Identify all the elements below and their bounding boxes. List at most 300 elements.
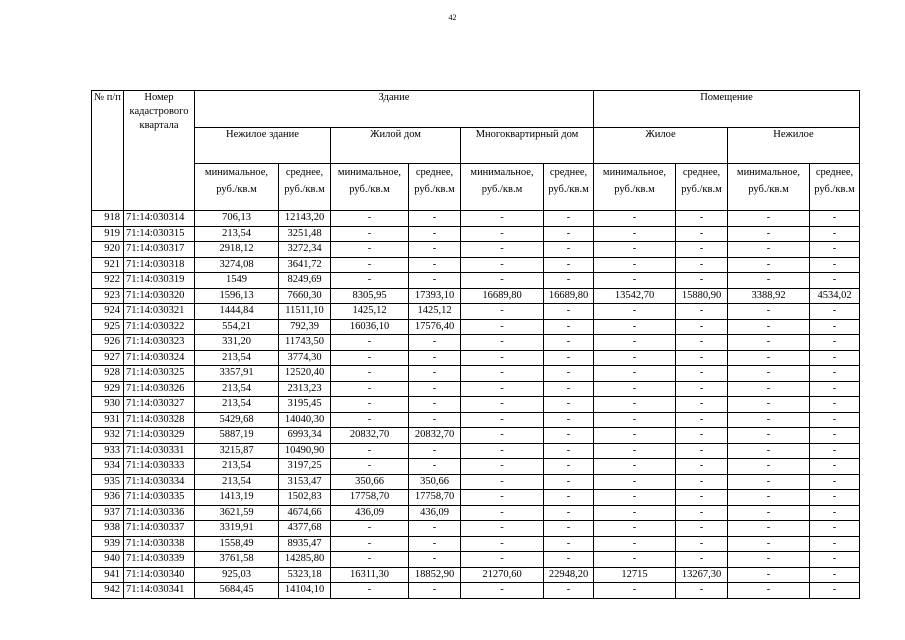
table-cell: 16689,80 [461,288,544,304]
table-cell: - [810,273,860,289]
table-cell: - [676,273,728,289]
table-cell: 7660,30 [279,288,331,304]
table-row [92,412,860,428]
table-cell: - [544,583,594,599]
header-apartment-building: Многоквартирный дом [461,128,594,164]
table-cell: - [594,412,676,428]
row-number: 942 [92,583,124,599]
table-cell: - [331,273,409,289]
table-cell: - [409,381,461,397]
table-cell: 3153,47 [279,474,331,490]
table-cell: 1502,83 [279,490,331,506]
row-number: 918 [92,211,124,227]
table-cell: - [594,505,676,521]
table-cell: 213,54 [195,397,279,413]
cadastral-number: 71:14:030334 [124,474,195,490]
table-cell: - [810,257,860,273]
table-cell: 3274,08 [195,257,279,273]
table-cell: 792,39 [279,319,331,335]
table-cell: - [409,521,461,537]
table-cell: - [544,335,594,351]
row-number: 928 [92,366,124,382]
table-cell: - [810,490,860,506]
table-cell: - [594,474,676,490]
table-cell: - [810,242,860,258]
header-avg: среднее, руб./кв.м [409,164,461,211]
table-cell: - [331,335,409,351]
table-cell: - [461,474,544,490]
header-nonresidential: Нежилое [728,128,860,164]
table-cell: 1425,12 [409,304,461,320]
table-row [92,552,860,568]
row-number: 921 [92,257,124,273]
table-cell: - [594,257,676,273]
table-cell: 17576,40 [409,319,461,335]
table-row [92,211,860,227]
table-row [92,583,860,599]
table-cell: - [728,505,810,521]
header-premises: Помещение [594,91,860,128]
table-cell: 925,03 [195,567,279,583]
table-cell: - [728,226,810,242]
table-row [92,319,860,335]
table-cell: 14285,80 [279,552,331,568]
row-number: 919 [92,226,124,242]
table-cell: - [810,412,860,428]
table-cell: - [544,505,594,521]
table-cell: - [728,428,810,444]
table-cell: - [594,211,676,227]
table-cell: - [728,397,810,413]
table-cell: - [544,397,594,413]
table-cell: - [676,490,728,506]
table-row [92,304,860,320]
cadastral-number: 71:14:030327 [124,397,195,413]
table-cell: - [594,366,676,382]
table-cell: - [728,567,810,583]
table-cell: 706,13 [195,211,279,227]
table-cell: - [331,226,409,242]
table-cell: - [461,257,544,273]
table-cell: - [676,459,728,475]
table-row [92,350,860,366]
table-cell: - [728,583,810,599]
table-cell: - [544,490,594,506]
header-min: минимальное, руб./кв.м [461,164,544,211]
table-cell: - [331,350,409,366]
table-row [92,521,860,537]
cadastral-number: 71:14:030333 [124,459,195,475]
table-cell: - [544,257,594,273]
table-cell: - [728,319,810,335]
table-cell: 6993,34 [279,428,331,444]
table-cell: 8935,47 [279,536,331,552]
table-cell: - [544,521,594,537]
cadastral-number: 71:14:030338 [124,536,195,552]
cadastral-number: 71:14:030341 [124,583,195,599]
table-cell: 1596,13 [195,288,279,304]
table-cell: - [810,350,860,366]
table-cell: - [461,583,544,599]
row-number: 938 [92,521,124,537]
table-cell: - [594,226,676,242]
table-row [92,459,860,475]
cadastral-number: 71:14:030329 [124,428,195,444]
table-cell: - [728,443,810,459]
cadastral-number: 71:14:030328 [124,412,195,428]
table-cell: - [810,226,860,242]
table-cell: - [461,335,544,351]
table-cell: 1549 [195,273,279,289]
table-cell: - [461,412,544,428]
table-cell: - [544,459,594,475]
table-cell: - [461,505,544,521]
row-number: 934 [92,459,124,475]
table-cell: - [676,319,728,335]
table-cell: - [594,381,676,397]
table-cell: - [461,211,544,227]
table-cell: 15880,90 [676,288,728,304]
table-cell: - [409,412,461,428]
header-cadastral-quarter: Номер кадастрового квартала [124,91,195,211]
table-cell: - [544,412,594,428]
cadastral-number: 71:14:030336 [124,505,195,521]
table-cell: - [728,242,810,258]
table-cell: - [461,319,544,335]
table-cell: - [331,583,409,599]
table-cell: - [810,335,860,351]
table-cell: - [461,242,544,258]
table-cell: 3197,25 [279,459,331,475]
table-cell: 5429,68 [195,412,279,428]
table-cell: 12520,40 [279,366,331,382]
table-cell: 12715 [594,567,676,583]
table-cell: - [544,304,594,320]
table-cell: - [676,412,728,428]
table-row [92,366,860,382]
table-cell: 10490,90 [279,443,331,459]
header-building: Здание [195,91,594,128]
table-cell: 13267,30 [676,567,728,583]
table-cell: - [461,273,544,289]
table-cell: 213,54 [195,226,279,242]
table-row [92,381,860,397]
table-cell: - [676,304,728,320]
table-cell: - [331,412,409,428]
table-cell: 21270,60 [461,567,544,583]
cadastral-number: 71:14:030337 [124,521,195,537]
table-cell: 17393,10 [409,288,461,304]
cadastral-number: 71:14:030318 [124,257,195,273]
header-min: минимальное, руб./кв.м [331,164,409,211]
table-cell: - [544,242,594,258]
table-cell: - [331,536,409,552]
table-cell: - [544,536,594,552]
table-cell: - [676,226,728,242]
table-cell: - [728,350,810,366]
row-number: 941 [92,567,124,583]
table-cell: 1425,12 [331,304,409,320]
table-cell: - [728,273,810,289]
table-cell: - [461,350,544,366]
table-cell: 3774,30 [279,350,331,366]
table-cell: - [810,319,860,335]
cadastral-number: 71:14:030326 [124,381,195,397]
table-cell: 436,09 [409,505,461,521]
row-number: 936 [92,490,124,506]
header-avg: среднее, руб./кв.м [676,164,728,211]
header-min: минимальное, руб./кв.м [728,164,810,211]
row-number: 933 [92,443,124,459]
table-cell: - [728,257,810,273]
table-cell: 16036,10 [331,319,409,335]
row-number: 920 [92,242,124,258]
table-cell: - [594,335,676,351]
table-cell: - [461,428,544,444]
table-cell: - [810,211,860,227]
table-cell: - [409,273,461,289]
table-cell: - [409,443,461,459]
table-cell: - [728,412,810,428]
cadastral-number: 71:14:030325 [124,366,195,382]
table-cell: 213,54 [195,381,279,397]
table-cell: - [728,490,810,506]
row-number: 939 [92,536,124,552]
table-cell: - [461,459,544,475]
table-cell: - [409,226,461,242]
table-cell: - [544,226,594,242]
table-row [92,273,860,289]
table-cell: - [594,490,676,506]
table-cell: - [461,381,544,397]
table-row [92,567,860,583]
cadastral-number: 71:14:030320 [124,288,195,304]
table-cell: 17758,70 [409,490,461,506]
table-row [92,288,860,304]
table-cell: - [594,304,676,320]
table-cell: - [810,428,860,444]
table-cell: - [728,536,810,552]
table-cell: - [594,536,676,552]
table-row [92,257,860,273]
table-cell: 2918,12 [195,242,279,258]
table-cell: 554,21 [195,319,279,335]
row-number: 924 [92,304,124,320]
cadastral-number: 71:14:030315 [124,226,195,242]
table-cell: 3388,92 [728,288,810,304]
table-cell: - [810,366,860,382]
table-cell: 1413,19 [195,490,279,506]
table-cell: 213,54 [195,350,279,366]
table-cell: - [409,459,461,475]
table-cell: 17758,70 [331,490,409,506]
table-cell: - [594,397,676,413]
table-cell: - [594,521,676,537]
table-cell: 13542,70 [594,288,676,304]
table-cell: - [544,552,594,568]
row-number: 927 [92,350,124,366]
table-row [92,505,860,521]
table-row [92,428,860,444]
table-cell: 213,54 [195,459,279,475]
table-cell: - [728,335,810,351]
table-row [92,443,860,459]
table-cell: - [544,443,594,459]
table-cell: 16689,80 [544,288,594,304]
table-cell: - [409,242,461,258]
table-cell: 1444,84 [195,304,279,320]
cadastral-number: 71:14:030319 [124,273,195,289]
table-cell: - [676,536,728,552]
table-cell: - [331,381,409,397]
header-residential: Жилое [594,128,728,164]
table-cell: 3357,91 [195,366,279,382]
table-cell: 2313,23 [279,381,331,397]
row-number: 929 [92,381,124,397]
table-cell: - [728,211,810,227]
table-cell: - [810,443,860,459]
table-cell: - [331,521,409,537]
cadastral-number: 71:14:030317 [124,242,195,258]
table-cell: - [676,443,728,459]
row-number: 940 [92,552,124,568]
cadastral-number: 71:14:030339 [124,552,195,568]
table-cell: 350,66 [331,474,409,490]
row-number: 932 [92,428,124,444]
table-cell: 8249,69 [279,273,331,289]
table-row [92,226,860,242]
table-cell: 11743,50 [279,335,331,351]
table-cell: - [728,304,810,320]
table-cell: - [409,397,461,413]
page-number: 42 [448,13,457,22]
table-cell: - [594,443,676,459]
table-cell: - [409,257,461,273]
table-cell: - [676,366,728,382]
table-cell: - [409,350,461,366]
table-cell: - [676,381,728,397]
table-cell: - [676,428,728,444]
table-cell: - [810,474,860,490]
table-cell: - [810,567,860,583]
table-cell: 11511,10 [279,304,331,320]
table-cell: - [409,335,461,351]
table-cell: - [676,583,728,599]
table-cell: - [461,521,544,537]
table-cell: - [331,211,409,227]
table-cell: - [728,459,810,475]
table-cell: 22948,20 [544,567,594,583]
header-number: № п/п [92,91,124,211]
table-cell: 331,20 [195,335,279,351]
table-cell: 4534,02 [810,288,860,304]
table-cell: - [676,474,728,490]
cadastral-value-table [91,90,860,599]
header-nonresidential-building: Нежилое здание [195,128,331,164]
table-cell: - [594,319,676,335]
table-cell: 436,09 [331,505,409,521]
table-cell: 3251,48 [279,226,331,242]
row-number: 922 [92,273,124,289]
table-cell: 3641,72 [279,257,331,273]
header-min: минимальное, руб./кв.м [195,164,279,211]
table-cell: - [461,490,544,506]
table-cell: - [544,350,594,366]
table-row [92,335,860,351]
table-row [92,474,860,490]
table-cell: - [461,397,544,413]
row-number: 925 [92,319,124,335]
cadastral-number: 71:14:030322 [124,319,195,335]
row-number: 926 [92,335,124,351]
table-cell: - [461,366,544,382]
table-cell: - [676,242,728,258]
cadastral-number: 71:14:030323 [124,335,195,351]
table-cell: - [544,381,594,397]
table-cell: - [810,521,860,537]
table-cell: - [810,583,860,599]
row-number: 935 [92,474,124,490]
header-avg: среднее, руб./кв.м [544,164,594,211]
table-cell: - [461,304,544,320]
table-cell: - [676,335,728,351]
table-cell: - [594,273,676,289]
table-cell: 213,54 [195,474,279,490]
table-cell: - [676,350,728,366]
cadastral-number: 71:14:030321 [124,304,195,320]
table-cell: 350,66 [409,474,461,490]
table-cell: - [594,552,676,568]
table-cell: - [331,397,409,413]
table-cell: - [594,459,676,475]
table-cell: - [409,552,461,568]
cadastral-number: 71:14:030324 [124,350,195,366]
header-min: минимальное, руб./кв.м [594,164,676,211]
table-cell: 3195,45 [279,397,331,413]
table-cell: - [594,583,676,599]
table-cell: - [331,459,409,475]
table-row [92,490,860,506]
table-cell: 8305,95 [331,288,409,304]
table-cell: 20832,70 [331,428,409,444]
header-avg: среднее, руб./кв.м [279,164,331,211]
table-cell: - [544,428,594,444]
table-cell: 5323,18 [279,567,331,583]
table-cell: - [810,536,860,552]
table-cell: - [810,397,860,413]
table-cell: 3761,58 [195,552,279,568]
row-number: 930 [92,397,124,413]
table-cell: - [594,428,676,444]
table-cell: - [544,211,594,227]
table-cell: - [676,521,728,537]
table-cell: - [331,443,409,459]
table-cell: - [810,552,860,568]
table-cell: - [594,242,676,258]
table-cell: - [461,443,544,459]
table-cell: - [728,381,810,397]
table-cell: - [810,459,860,475]
table-cell: - [544,273,594,289]
row-number: 931 [92,412,124,428]
table-cell: - [728,521,810,537]
table-cell: - [728,552,810,568]
table-cell: - [409,211,461,227]
table-row [92,397,860,413]
table-row [92,536,860,552]
table-cell: - [331,242,409,258]
cadastral-number: 71:14:030335 [124,490,195,506]
